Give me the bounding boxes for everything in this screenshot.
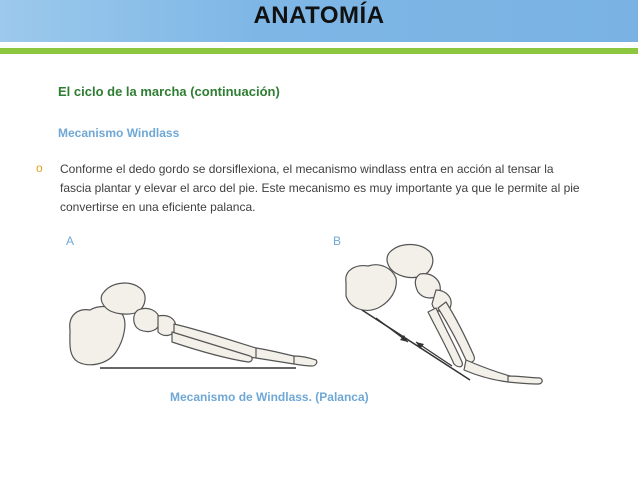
foot-skeleton-b-illustration [340, 238, 550, 388]
figure-caption: Mecanismo de Windlass. (Palanca) [170, 390, 369, 404]
section-subtitle: Mecanismo Windlass [58, 126, 180, 140]
figure-label-a: A [66, 234, 75, 248]
phalanx-bone [294, 356, 317, 366]
section-title: El ciclo de la marcha (continuación) [58, 84, 280, 99]
figure-label-b: B [333, 234, 342, 248]
calcaneus-bone [70, 307, 125, 365]
header-banner [0, 0, 638, 42]
phalanx-bone [508, 376, 542, 384]
page-title: ANATOMÍA [253, 2, 385, 29]
phalanx-bone [256, 348, 297, 364]
navicular-bone [134, 308, 160, 331]
calcaneus-bone [346, 265, 397, 311]
phalanx-bone [464, 360, 512, 382]
header-divider [0, 42, 638, 58]
bullet-text: Conforme el dedo gordo se dorsiflexiona, el mecanismo windlass entra en acción al tensar la fascia plantar y elevar el arco del pie. Este mecanismo es muy importante ya que le permite al pie convertirse en una eficiente palanca. [60, 162, 580, 214]
foot-skeleton-a-illustration [60, 270, 330, 380]
divider-white-bottom [0, 54, 638, 58]
bullet-marker: o [36, 161, 43, 175]
talus-bone [387, 245, 433, 278]
